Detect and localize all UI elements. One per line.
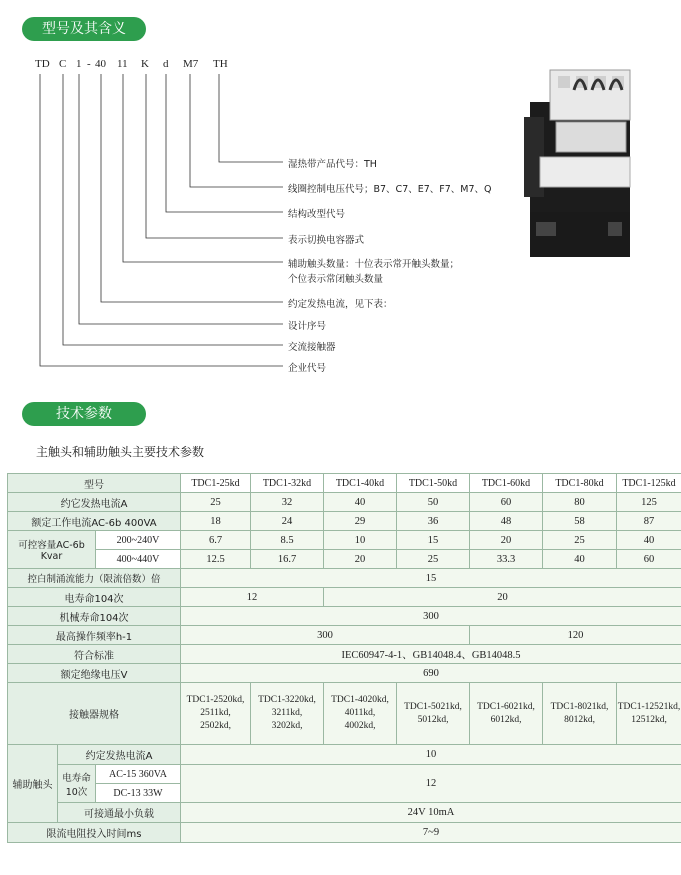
cell: 15 bbox=[181, 569, 681, 588]
cell: TDC1-2520kd, 2511kd, 2502kd, bbox=[181, 683, 251, 745]
standard-label: 符合标准 bbox=[8, 645, 181, 664]
meaning-current: 约定发热电流，见下表： bbox=[288, 299, 393, 310]
cell: 24 bbox=[251, 512, 324, 531]
table-row bbox=[8, 474, 681, 493]
cell: 12 bbox=[181, 765, 681, 803]
code-th: TH bbox=[213, 58, 228, 70]
thermal-label: 约它发热电流A bbox=[8, 493, 181, 512]
cell: 120 bbox=[470, 626, 681, 645]
cell: 690 bbox=[181, 664, 681, 683]
cell: 60 bbox=[617, 550, 681, 569]
model-col: TDC1-60kd bbox=[470, 474, 543, 493]
table-row bbox=[8, 745, 681, 765]
code-dash: - bbox=[87, 58, 91, 70]
cell: 10 bbox=[324, 531, 397, 550]
table-row bbox=[8, 588, 681, 607]
cell: 24V 10mA bbox=[181, 803, 681, 823]
cell: 33.3 bbox=[470, 550, 543, 569]
cell: 80 bbox=[543, 493, 617, 512]
code-40: 40 bbox=[95, 58, 106, 70]
cell: 29 bbox=[324, 512, 397, 531]
cell: 36 bbox=[397, 512, 470, 531]
meaning-aux-1: 辅助触头数量：十位表示常开触头数量； bbox=[288, 259, 460, 270]
cell: 8.5 bbox=[251, 531, 324, 550]
tech-param-table bbox=[7, 473, 681, 843]
table-row bbox=[8, 683, 681, 745]
aux-life-label: 电寿命 10次 bbox=[58, 765, 96, 803]
table-row bbox=[8, 512, 681, 531]
cell: 20 bbox=[324, 550, 397, 569]
code-c: C bbox=[59, 58, 67, 70]
table-row bbox=[8, 493, 681, 512]
cell: 300 bbox=[181, 607, 681, 626]
cell: 300 bbox=[181, 626, 470, 645]
table-row bbox=[8, 823, 681, 843]
cell: TDC1-8021kd, 8012kd, bbox=[543, 683, 617, 745]
table-row bbox=[8, 569, 681, 588]
model-col: TDC1-32kd bbox=[251, 474, 324, 493]
cell: 58 bbox=[543, 512, 617, 531]
inrush-label: 控白制涌流能力（限流倍数）倍 bbox=[8, 569, 181, 588]
model-col: TDC1-50kd bbox=[397, 474, 470, 493]
aux-ac: AC-15 360VA bbox=[96, 765, 181, 784]
table-row bbox=[8, 765, 681, 784]
range2-label: 400~440V bbox=[96, 550, 181, 569]
resistor-label: 限流电阻投入时间ms bbox=[8, 823, 181, 843]
mech-life-label: 机械寿命104次 bbox=[8, 607, 181, 626]
meaning-design: 设计序号 bbox=[288, 321, 327, 332]
cell: TDC1-3220kd, 3211kd, 3202kd, bbox=[251, 683, 324, 745]
model-col: TDC1-40kd bbox=[324, 474, 397, 493]
cell: 40 bbox=[324, 493, 397, 512]
table-row bbox=[8, 531, 681, 550]
table-subtitle: 主触头和辅助触头主要技术参数 bbox=[36, 445, 205, 459]
cell: 48 bbox=[470, 512, 543, 531]
header-label: 型号 bbox=[8, 474, 181, 493]
cell: 40 bbox=[543, 550, 617, 569]
cell: 10 bbox=[181, 745, 681, 765]
contactor-product-image bbox=[520, 62, 640, 267]
model-col: TDC1-25kd bbox=[181, 474, 251, 493]
cell: 60 bbox=[470, 493, 543, 512]
table-row bbox=[8, 550, 681, 569]
code-k: K bbox=[141, 58, 149, 70]
freq-label: 最高操作频率h-1 bbox=[8, 626, 181, 645]
model-col: TDC1-80kd bbox=[543, 474, 617, 493]
code-1: 1 bbox=[76, 58, 82, 70]
table-row bbox=[8, 645, 681, 664]
cell: 25 bbox=[397, 550, 470, 569]
cell: 87 bbox=[617, 512, 681, 531]
section-title-tech: 技术参数 bbox=[22, 402, 146, 426]
cell: 16.7 bbox=[251, 550, 324, 569]
table-row bbox=[8, 664, 681, 683]
cell: 20 bbox=[470, 531, 543, 550]
meaning-coil: 线圈控制电压代号；B7、C7、E7、F7、M7、Q bbox=[288, 184, 492, 195]
spec-label: 接触器规格 bbox=[8, 683, 181, 745]
meaning-capacitor: 表示切换电容器式 bbox=[288, 235, 365, 246]
cell: TDC1-12521kd, 12512kd, bbox=[617, 683, 681, 745]
cell: 40 bbox=[617, 531, 681, 550]
capacity-label: 可控容量AC-6b Kvar bbox=[8, 531, 96, 569]
aux-thermal-label: 约定发热电流A bbox=[58, 745, 181, 765]
code-d: d bbox=[163, 58, 169, 70]
cell: 7~9 bbox=[181, 823, 681, 843]
cell: 25 bbox=[181, 493, 251, 512]
insulation-label: 额定绝缘电压V bbox=[8, 664, 181, 683]
cell: TDC1-6021kd, 6012kd, bbox=[470, 683, 543, 745]
cell: 18 bbox=[181, 512, 251, 531]
cell: TDC1-4020kd, 4011kd, 4002kd, bbox=[324, 683, 397, 745]
elec-life-label: 电寿命104次 bbox=[8, 588, 181, 607]
cell: 125 bbox=[617, 493, 681, 512]
rated-label: 额定工作电流AC-6b 400VA bbox=[8, 512, 181, 531]
meaning-structure: 结构改型代号 bbox=[288, 209, 346, 220]
range1-label: 200~240V bbox=[96, 531, 181, 550]
cell: 12 bbox=[181, 588, 324, 607]
cell: 15 bbox=[397, 531, 470, 550]
cell: 25 bbox=[543, 531, 617, 550]
model-col: TDC1-125kd bbox=[617, 474, 681, 493]
cell: 32 bbox=[251, 493, 324, 512]
cell: 12.5 bbox=[181, 550, 251, 569]
cell: 6.7 bbox=[181, 531, 251, 550]
aux-min-label: 可接通最小负载 bbox=[58, 803, 181, 823]
table-row bbox=[8, 607, 681, 626]
cell: IEC60947-4-1、GB14048.4、GB14048.5 bbox=[181, 645, 681, 664]
meaning-company: 企业代号 bbox=[288, 363, 327, 374]
code-11: 11 bbox=[117, 58, 128, 70]
meaning-ac: 交流接触器 bbox=[288, 342, 336, 353]
cell: 50 bbox=[397, 493, 470, 512]
aux-dc: DC-13 33W bbox=[96, 784, 181, 803]
table-row bbox=[8, 803, 681, 823]
section-title-model: 型号及其含义 bbox=[22, 17, 146, 41]
meaning-aux-2: 个位表示常闭触头数量 bbox=[288, 274, 384, 285]
cell: 20 bbox=[324, 588, 681, 607]
code-m7: M7 bbox=[183, 58, 199, 70]
cell: TDC1-5021kd, 5012kd, bbox=[397, 683, 470, 745]
table-row bbox=[8, 626, 681, 645]
meaning-th: 湿热带产品代号：TH bbox=[288, 159, 377, 170]
aux-label: 辅助触头 bbox=[8, 745, 58, 823]
code-td: TD bbox=[35, 58, 50, 70]
